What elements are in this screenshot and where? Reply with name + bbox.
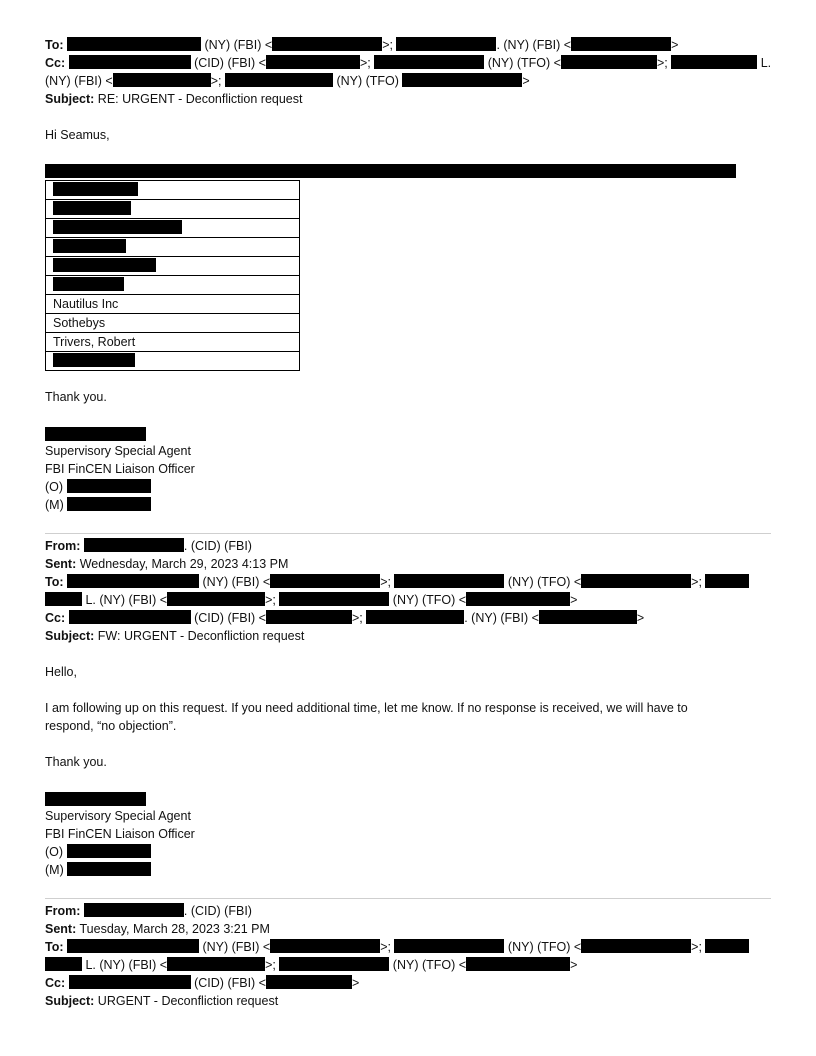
redaction [69,610,191,624]
redaction [402,73,522,87]
redaction [539,610,637,624]
sent-line [45,920,270,938]
to-text: L. (NY) (FBI) < [82,958,168,972]
redaction [266,975,352,989]
redaction [113,73,211,87]
from-text: . (CID) (FBI) [183,904,252,918]
signature-title: Supervisory Special Agent [45,809,191,823]
sent-text: Wednesday, March 29, 2023 4:13 PM [76,557,289,571]
redaction [53,182,138,196]
redacted-signature-name [45,792,146,806]
cc-label: Cc: [45,976,66,990]
redaction [581,574,691,588]
cc-text: >; [210,74,225,88]
subject-line [45,90,303,108]
cc-text: (CID) (FBI) < [190,611,266,625]
subject-line [45,992,278,1010]
to-label: To: [45,38,64,52]
redaction [67,574,199,588]
greeting: Hi Seamus, [45,128,110,142]
table-row [46,200,300,219]
redaction [279,592,389,606]
redaction [45,957,82,971]
cc-line [45,54,771,72]
closing-thanks: Thank you. [45,390,107,404]
cc-text: (NY) (TFO) [332,74,403,88]
redaction [53,220,182,234]
redaction [270,574,380,588]
to-label: To: [45,940,64,954]
redaction [394,574,504,588]
cc-text: (NY) (TFO) < [484,56,561,70]
to-text: (NY) (TFO) < [504,575,582,589]
table-cell: Nautilus Inc [46,295,300,314]
to-text: (NY) (TFO) < [504,940,582,954]
subject-text: RE: URGENT - Deconfliction request [94,92,303,106]
cc-line [45,974,359,992]
from-line [45,537,252,555]
subject-text: FW: URGENT - Deconfliction request [94,629,305,643]
table-row [46,276,300,295]
mobile-label: (M) [45,863,68,877]
to-text: >; [691,575,706,589]
table-cell [46,181,300,200]
redaction [67,497,151,511]
to-text: > [570,593,578,607]
redaction [67,479,151,493]
subject-text: URGENT - Deconfliction request [94,994,279,1008]
sent-label: Sent: [45,922,77,936]
signature-role: FBI FinCEN Liaison Officer [45,462,195,476]
signature-mobile-phone [45,496,151,514]
cc-label: Cc: [45,611,66,625]
redaction [45,592,82,606]
redaction [279,957,389,971]
table-row [46,238,300,257]
table-row [46,257,300,276]
to-text: (NY) (FBI) < [201,38,273,52]
redaction [272,37,382,51]
subject-label: Subject: [45,92,95,106]
redaction [581,939,691,953]
to-line [45,36,678,54]
from-text: . (CID) (FBI) [183,539,252,553]
cc-text: (NY) (FBI) < [45,74,113,88]
table-row [46,333,300,352]
signature-office-phone [45,478,151,496]
cc-label: Cc: [45,56,66,70]
redaction [705,574,749,588]
subject-label: Subject: [45,629,95,643]
to-text: >; [265,958,280,972]
body-text: respond, “no objection”. [45,719,177,733]
signature-title: Supervisory Special Agent [45,444,191,458]
cc-line [45,609,644,627]
to-line [45,573,749,591]
redaction [53,353,135,367]
office-label: (O) [45,845,67,859]
office-label: (O) [45,480,67,494]
to-text: >; [380,575,395,589]
to-text: >; [265,593,280,607]
body-text: I am following up on this request. If you need additional time, let me know. If no response is received, we will have to [45,701,688,715]
cc-text: . (NY) (FBI) < [464,611,539,625]
to-label: To: [45,575,64,589]
redaction [67,862,151,876]
to-text: >; [380,940,395,954]
table-cell [46,352,300,371]
redaction [53,258,156,272]
closing-thanks: Thank you. [45,755,107,769]
redaction [466,592,570,606]
message-separator [45,533,771,534]
signature-mobile-phone [45,861,151,879]
redaction [366,610,464,624]
to-text: L. (NY) (FBI) < [82,593,168,607]
cc-text: >; [656,56,672,70]
signature-role: FBI FinCEN Liaison Officer [45,827,195,841]
message-separator [45,898,771,899]
to-text: (NY) (TFO) < [389,593,467,607]
from-line [45,902,252,920]
from-label: From: [45,539,81,553]
redaction [84,903,184,917]
redaction [67,844,151,858]
redaction [671,55,757,69]
table-row [46,295,300,314]
to-line-continued [45,956,577,974]
cc-text: >; [351,611,367,625]
table-row [46,181,300,200]
cc-text: > [522,74,530,88]
redaction [69,975,191,989]
redaction [466,957,570,971]
redaction [67,939,199,953]
redaction [394,939,504,953]
redacted-paragraph [45,164,736,178]
redaction [69,55,191,69]
sent-label: Sent: [45,557,77,571]
to-text: (NY) (FBI) < [199,940,271,954]
redaction [167,957,265,971]
to-text: (NY) (TFO) < [389,958,467,972]
greeting: Hello, [45,665,77,679]
to-text: . (NY) (FBI) < [496,38,572,52]
signature-office-phone [45,843,151,861]
table-cell: Sothebys [46,314,300,333]
to-text: >; [382,38,397,52]
redaction [84,538,184,552]
redaction [53,239,126,253]
to-text: (NY) (FBI) < [199,575,271,589]
cc-text: > [636,611,645,625]
redaction [374,55,484,69]
from-label: From: [45,904,81,918]
to-text: > [671,38,679,52]
cc-text: L. [757,56,772,70]
to-text: >; [691,940,706,954]
cc-text: >; [359,56,375,70]
table-cell [46,238,300,257]
to-line-continued [45,591,577,609]
sent-text: Tuesday, March 28, 2023 3:21 PM [76,922,270,936]
subject-line [45,627,304,645]
table-row [46,219,300,238]
mobile-label: (M) [45,498,68,512]
table-cell [46,200,300,219]
table-row [46,352,300,371]
cc-text: > [351,976,360,990]
to-line [45,938,749,956]
redaction [53,277,124,291]
cc-text: (CID) (FBI) < [190,56,266,70]
table-cell [46,219,300,238]
redaction [53,201,131,215]
table-cell [46,276,300,295]
redaction [225,73,333,87]
redaction [270,939,380,953]
redaction [266,55,360,69]
table-cell [46,257,300,276]
table-row [46,314,300,333]
redaction [67,37,201,51]
redaction [167,592,265,606]
entity-list-table [45,180,300,371]
table-cell: Trivers, Robert [46,333,300,352]
redacted-signature-name [45,427,146,441]
redaction [561,55,657,69]
subject-label: Subject: [45,994,95,1008]
redaction [705,939,749,953]
cc-text: (CID) (FBI) < [190,976,266,990]
to-text: > [570,958,578,972]
redaction [396,37,496,51]
redaction [571,37,671,51]
redaction [266,610,352,624]
sent-line [45,555,288,573]
cc-line-continued [45,72,530,90]
